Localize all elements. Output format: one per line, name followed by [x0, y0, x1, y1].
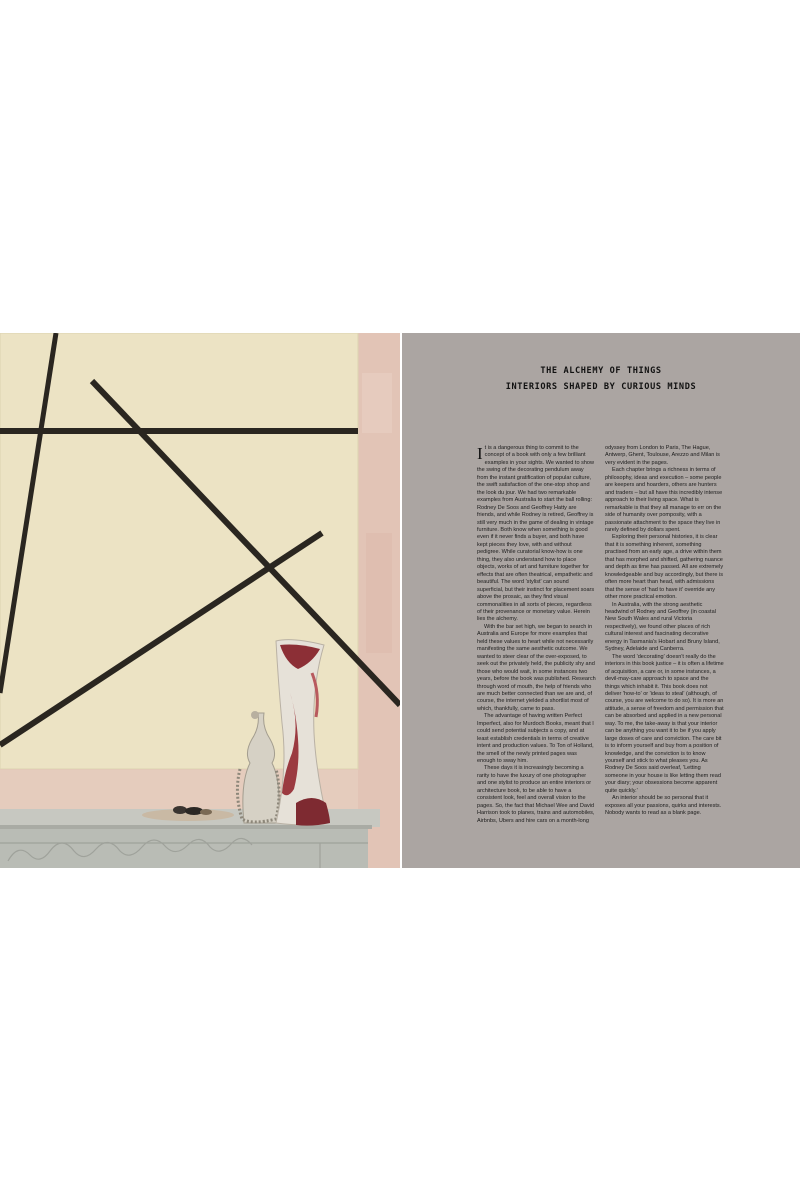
dropcap: I — [477, 444, 483, 463]
paragraph: Exploring their personal histories, it is clear that it is something inherent, something practised from an early age, a drive within them that has morphed and shifted, gathering nuance and depth as time has passed. All are extremely knowledgeable and buy accordingly, but there is often more heart than head, with admissions that the sense of 'had to have it' override any other more practical emotion. — [605, 534, 724, 601]
paragraph: An interior should be so personal that it exposes all your passions, quirks and interests. Nobody wants to read as a blank page. — [605, 795, 722, 817]
interior-photo — [0, 333, 400, 868]
chapter-title — [402, 363, 800, 395]
paragraph: These days it is increasingly becoming a rarity to have the luxury of one photographer and one stylist to produce an entire interiors or architecture book, to be able to have a consistent look, feel and overall vision to the pages. So, the fact that Michael Wee and David Harrison took to planes, trains and automobiles, Airbnbs, Ubers and hire cars on a month-long — [477, 765, 595, 824]
paragraph — [477, 445, 596, 624]
paragraph-text: t is a dangerous thing to commit to the concept of a book with only a few brilliant examples in your sights. We wanted to show the swing of the decorating pendulum away from the instant gratification of popular culture, the swift satisfaction of the one-stop shop and the look du jour. We had two remarkable examples from Australia to start the ball rolling: Rodney De Soos and Geoffrey Hatty are friends, and while Rodney is retired, Geoffrey is still very much in the game of dealing in vintage furniture. Both know when something is good even if it never finds a buyer, and both have kept pieces they love, with and without pedigree. While curatorial know-how is one thing, they also understand how to place objects, works of art and furniture together for effects that are often theatrical, empathetic and beautiful. The word 'stylist' can sound superficial, but their instinct for placement soars above the prosaic, as they find visual commonalities in all sorts of pieces, regardless of their provenance or monetary value. Herein lies the alchemy. — [477, 445, 595, 623]
right-column — [605, 445, 724, 818]
paragraph: The advantage of having written Perfect Imperfect, also for Murdoch Books, meant that I could send potential subjects a copy, and at least establish credentials in terms of creative intent and production values. To Ton of Holland, the smell of the newly printed pages was enough to sway him. — [477, 713, 594, 765]
paragraph: With the bar set high, we began to search in Australia and Europe for more examples that held these values to heart while not necessarily manifesting the same aesthetic outcome. We wanted to steer clear of the over-exposed, to seek out the privately held, the publicity shy and those who would wait, in some instances two years, before the book was published. Research through word of mouth, the help of friends who are much better connected than we are and, of course, the internet yielded a shortlist most of which, thankfully, came to pass. — [477, 623, 596, 712]
text-page — [402, 333, 800, 868]
paragraph: In Australia, with the strong aesthetic headwind of Rodney and Geoffrey (in coastal New South Wales and rural Victoria respectively), we found other places of rich cultural interest and fascinating decorative energy in Tasmania's Hobart and Bruny Island, Sydney, Adelaide and Canberra. — [605, 601, 720, 653]
paragraph: odyssey from London to Paris, The Hague, Antwerp, Ghent, Toulouse, Arezzo and Milan is very evident in the pages. — [605, 445, 720, 466]
title-line-2: INTERIORS SHAPED BY CURIOUS MINDS — [505, 382, 697, 392]
painting-and-mantel-illustration — [0, 333, 400, 868]
paragraph: The word 'decorating' doesn't really do the interiors in this book justice – it is often a lifetime of acquisition, a care or, in some instances, a devil-may-care approach to space and the things which inhabit it. This book does not deliver 'how-to' or 'ideas to steal' (although, of course, you are welcome to do so). It is more an attitude, a sense of freedom and permission that can be absorbed and applied in a new personal way. To me, the take-away is that your interior can be anything you want it to be if you apply large doses of care and conviction. The care bit is to inform yourself and buy from a position of knowledge, and the conviction is to know yourself and stick to what pleases you. As Rodney De Soos said overleaf, 'Letting someone in your house is like letting them read your diary; your obsessions become apparent quite quickly.' — [605, 653, 724, 794]
body-columns — [477, 445, 723, 845]
paragraph: Each chapter brings a richness in terms of philosophy, ideas and execution – some people are keepers and hoarders, others are hunters and traders – but all have this incredibly intense approach to their living space. What is remarkable is that they all manage to err on the side of humanity over pomposity, with a passionate attachment to the space they live in rarely defined by dollars spent. — [605, 467, 723, 533]
book-spread — [0, 333, 800, 868]
left-column — [477, 445, 596, 825]
title-line-1: THE ALCHEMY OF THINGS — [540, 366, 662, 376]
